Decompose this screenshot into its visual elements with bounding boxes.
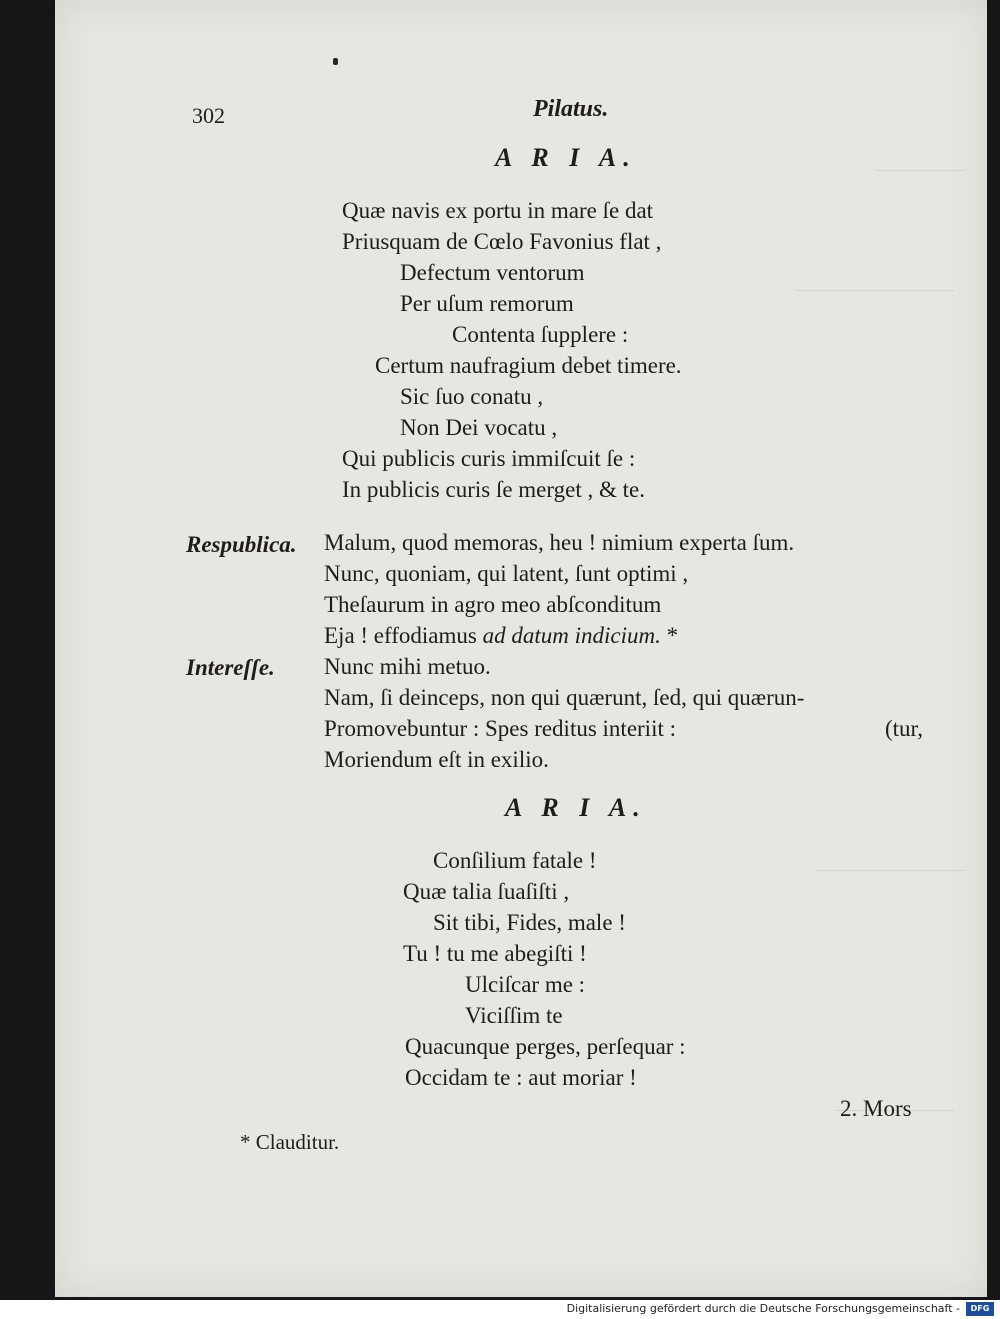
verse-line: Ulciſcar me : bbox=[465, 972, 586, 997]
verse-line: Occidam te : aut moriar ! bbox=[405, 1065, 637, 1090]
verse-line: Qui publicis curis immiſcuit ſe : bbox=[342, 446, 636, 471]
verse-line: Quæ talia ſuaſiſti , bbox=[403, 879, 570, 904]
verse-line: Viciſſim te bbox=[465, 1003, 563, 1028]
speaker-name: Intereſſe. bbox=[186, 655, 275, 680]
bleed-through bbox=[875, 170, 965, 183]
dialogue-line: Malum, quod memoras, heu ! nimium experta ſum. bbox=[324, 530, 795, 555]
carryover-text: (tur, bbox=[885, 716, 924, 741]
verse-line: Contenta ſupplere : bbox=[452, 322, 629, 347]
verse-line: Defectum ventorum bbox=[400, 260, 585, 285]
dialogue-line: Theſaurum in agro meo abſconditum bbox=[324, 592, 662, 617]
dialogue-line: Moriendum eſt in exilio. bbox=[324, 747, 549, 772]
bleed-through bbox=[795, 290, 955, 303]
verse-line: Certum naufragium debet timere. bbox=[375, 353, 682, 378]
dialogue-line-text: Eja ! effodiamus bbox=[324, 623, 477, 648]
bleed-through bbox=[815, 870, 965, 883]
verse-line: Sit tibi, Fides, male ! bbox=[433, 910, 626, 935]
footnote-marker: * bbox=[666, 623, 679, 648]
verse-line: Quæ navis ex portu in mare ſe dat bbox=[342, 198, 654, 223]
book-page bbox=[55, 0, 987, 1297]
verse-line: Tu ! tu me abegiſti ! bbox=[403, 941, 587, 966]
verse-line: Conſilium fatale ! bbox=[433, 848, 597, 873]
dialogue-line: Nunc, quoniam, qui latent, ſunt optimi , bbox=[324, 561, 689, 586]
dialogue-line: Promovebuntur : Spes reditus interiit : bbox=[324, 716, 676, 741]
speaker-name: Respublica. bbox=[186, 532, 297, 557]
catchword: 2. Mors bbox=[840, 1096, 912, 1121]
aria-heading: A R I A. bbox=[505, 793, 647, 822]
verse-line: Non Dei vocatu , bbox=[400, 415, 558, 440]
dialogue-line-italic: ad datum indicium. bbox=[482, 623, 661, 648]
footer-bar bbox=[0, 1300, 1000, 1319]
verse-line: Quacunque perges, perſequar : bbox=[405, 1034, 686, 1059]
verse-line: In publicis curis ſe merget , & te. bbox=[342, 477, 645, 502]
page-number: 302 bbox=[192, 103, 225, 128]
aria-heading: A R I A. bbox=[495, 143, 637, 172]
dialogue-line bbox=[324, 623, 678, 649]
running-head: Pilatus. bbox=[533, 96, 609, 122]
dialogue-line: Nunc mihi metuo. bbox=[324, 654, 491, 679]
dialogue-line: Nam, ſi deinceps, non qui quærunt, ſed, qui quærun- bbox=[324, 685, 805, 710]
verse-line: Per uſum remorum bbox=[400, 291, 574, 316]
footer-credit: Digitalisierung gefördert durch die Deutsche Forschungsgemeinschaft - bbox=[566, 1302, 960, 1315]
footnote: * Clauditur. bbox=[240, 1130, 340, 1154]
verse-line: Sic ſuo conatu , bbox=[400, 384, 544, 409]
ink-mark bbox=[333, 58, 338, 65]
verse-line: Priusquam de Cœlo Favonius flat , bbox=[342, 229, 662, 254]
dfg-logo: DFG bbox=[966, 1302, 994, 1316]
